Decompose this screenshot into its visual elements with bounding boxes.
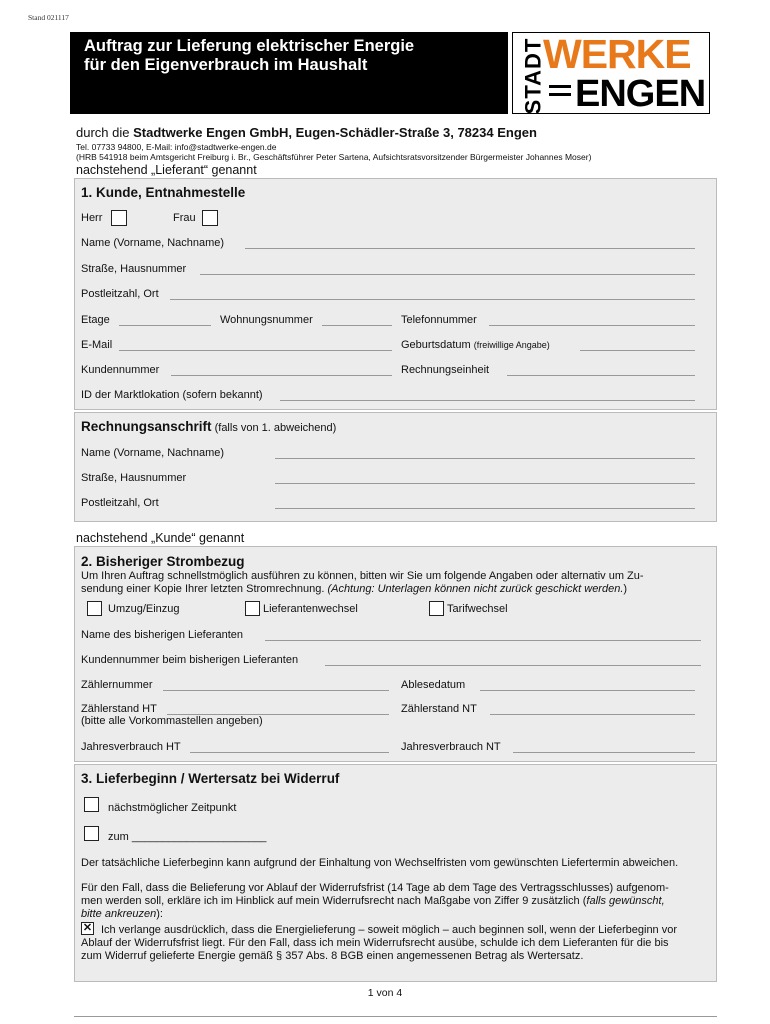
phone-label: Telefonnummer [401,314,477,326]
withdrawal-text: men werden soll, erkläre ich im Hinblick auf mein Widerrufsrecht nach Maßgabe von Ziffer 9 zusätzlich ( [81,895,587,907]
withdrawal-para-line3 [81,908,163,921]
zip-city-label: Postleitzahl, Ort [81,288,159,300]
intro-warning: (Achtung: Unterlagen können nicht zurück geschickt werden. [327,583,624,595]
section-2-title: 2. Bisheriger Strombezug [81,554,245,569]
billing-unit-label: Rechnungseinheit [401,364,490,376]
supplier-register: (HRB 541918 beim Amtsgericht Freiburg i. Br., Geschäftsführer Peter Sartena, Aufsichtsratsvorsitzender Bürgermeister Johannes Moser) [76,152,592,162]
logo-stadt-text: STADT [520,37,546,115]
market-location-label: ID der Marktlokation (sofern bekannt) [81,389,263,401]
supplier-contact: Tel. 07733 94800, E-Mail: info@stadtwerke-engen.de [76,142,277,152]
supplier-line [76,125,537,140]
withdrawal-para-line1: Für den Fall, dass die Belieferung vor Ablauf der Widerrufsfrist (14 Tage ab dem Tage des Vertragsschlusses) aufgenom- [81,882,669,894]
withdrawal-hint: falls gewünscht, [586,895,665,907]
previous-customer-number-label: Kundennummer beim bisherigen Lieferanten [81,654,299,666]
name-label: Name (Vorname, Nachname) [81,237,225,249]
logo-engen-text: ENGEN [575,73,706,115]
street-label: Straße, Hausnummer [81,263,187,275]
annual-usage-nt-label: Jahresverbrauch NT [401,741,501,753]
herr-checkbox[interactable] [111,210,127,226]
form-title-line2: für den Eigenverbrauch im Haushalt [84,56,368,74]
meter-reading-note: (bitte alle Vorkommastellen angeben) [81,715,263,727]
email-field[interactable] [119,350,392,351]
birthdate-label [401,339,550,351]
floor-field[interactable] [119,325,211,326]
logo-werke-text: WERKE [543,31,691,77]
stadtwerke-logo [512,32,710,114]
billing-street-field[interactable] [275,483,695,484]
frau-label: Frau [173,212,196,224]
frau-checkbox[interactable] [202,210,218,226]
meter-reading-ht-label: Zählerstand HT [81,703,157,715]
supplier-designation: nachstehend „Lieferant“ genannt [76,163,257,177]
section-customer [74,178,717,410]
meter-reading-nt-field[interactable] [490,714,695,715]
apartment-field[interactable] [322,325,392,326]
withdrawal-hint-cont: bitte ankreuzen [81,908,157,920]
supplier-change-label: Lieferantenwechsel [263,603,358,615]
billing-zip-city-field[interactable] [275,508,695,509]
billing-zip-city-label: Postleitzahl, Ort [81,497,159,509]
specific-date-checkbox[interactable] [84,826,99,841]
logo-bar [549,85,571,88]
section-2-intro-line2 [81,583,627,596]
move-in-checkbox[interactable] [87,601,102,616]
meter-number-field[interactable] [163,690,389,691]
tariff-change-checkbox[interactable] [429,601,444,616]
section-3-title: 3. Lieferbeginn / Wertersatz bei Widerruf [81,771,340,786]
reading-date-field[interactable] [480,690,695,691]
delivery-note: Der tatsächliche Lieferbeginn kann aufgrund der Einhaltung von Wechselfristen vom gewünschten Liefertermin abweichen. [81,857,679,869]
billing-title: Rechnungsanschrift [81,419,212,434]
form-title-line1: Auftrag zur Lieferung elektrischer Energie [84,37,415,55]
section-1-title: 1. Kunde, Entnahmestelle [81,185,246,200]
billing-name-field[interactable] [275,458,695,459]
form-title [84,37,414,75]
specific-date-label[interactable]: zum ______________________ [108,831,267,843]
intro-close: ) [623,583,628,595]
customer-number-label: Kundennummer [81,364,160,376]
previous-customer-number-field[interactable] [325,665,701,666]
annual-usage-ht-label: Jahresverbrauch HT [81,741,181,753]
street-field[interactable] [200,274,695,275]
annual-usage-ht-field[interactable] [190,752,389,753]
consent-line3: zum Widerruf gelieferte Energie gemäß § 357 Abs. 8 BGB einen angemessenen Betrag als Wertersatz. [81,950,584,962]
apartment-label: Wohnungsnummer [220,314,313,326]
section-delivery-start [74,764,717,982]
consent-line1: Ich verlange ausdrücklich, dass die Energielieferung – soweit möglich – auch beginnen soll, wenn der Lieferbeginn vor [101,924,678,936]
market-location-field[interactable] [280,400,695,401]
tariff-change-label: Tarifwechsel [447,603,508,615]
meter-number-label: Zählernummer [81,679,153,691]
meter-reading-nt-label: Zählerstand NT [401,703,477,715]
withdrawal-close: ): [156,908,163,920]
earliest-date-checkbox[interactable] [84,797,99,812]
zip-city-field[interactable] [170,299,695,300]
consent-checkbox[interactable]: ✕ [82,922,93,934]
customer-designation: nachstehend „Kunde“ genannt [76,531,245,545]
logo-bar [549,93,571,96]
section-billing-address [74,412,717,522]
name-field[interactable] [245,248,695,249]
birthdate-field[interactable] [580,350,695,351]
supplier-change-checkbox[interactable] [245,601,260,616]
birthdate-text: Geburtsdatum [401,339,471,351]
phone-field[interactable] [489,325,695,326]
birthdate-note: (freiwillige Angabe) [473,340,550,350]
consent-line2: Ablauf der Widerrufsfrist liegt. Für den Fall, dass ich mein Widerrufsrecht ausübe, schulde ich dem Lieferanten für die bis [81,937,669,949]
page-number: 1 von 4 [367,987,403,999]
bottom-divider [74,1016,717,1017]
form-version: Stand 021117 [28,13,69,22]
previous-supplier-field[interactable] [265,640,701,641]
earliest-date-label: nächstmöglicher Zeitpunkt [108,802,237,814]
customer-number-field[interactable] [171,375,392,376]
previous-supplier-label: Name des bisherigen Lieferanten [81,629,244,641]
annual-usage-nt-field[interactable] [513,752,695,753]
supplier-prefix: durch die [76,125,134,140]
intro-text: sendung einer Kopie Ihrer letzten Stromrechnung. [81,583,328,595]
billing-title-row [81,419,336,434]
supplier-name: Stadtwerke Engen GmbH, Eugen-Schädler-Straße 3, 78234 Engen [133,125,537,140]
section-2-intro-line1: Um Ihren Auftrag schnellstmöglich ausführen zu können, bitten wir Sie um folgende Angaben oder alternativ um Zu- [81,570,644,582]
reading-date-label: Ablesedatum [401,679,466,691]
move-in-label: Umzug/Einzug [108,603,180,615]
withdrawal-para-line2 [81,895,665,908]
email-label: E-Mail [81,339,113,351]
floor-label: Etage [81,314,110,326]
billing-name-label: Name (Vorname, Nachname) [81,447,225,459]
herr-label: Herr [81,212,103,224]
section-previous-supply [74,546,717,762]
billing-unit-field[interactable] [507,375,695,376]
billing-note: (falls von 1. abweichend) [214,422,337,434]
billing-street-label: Straße, Hausnummer [81,472,187,484]
